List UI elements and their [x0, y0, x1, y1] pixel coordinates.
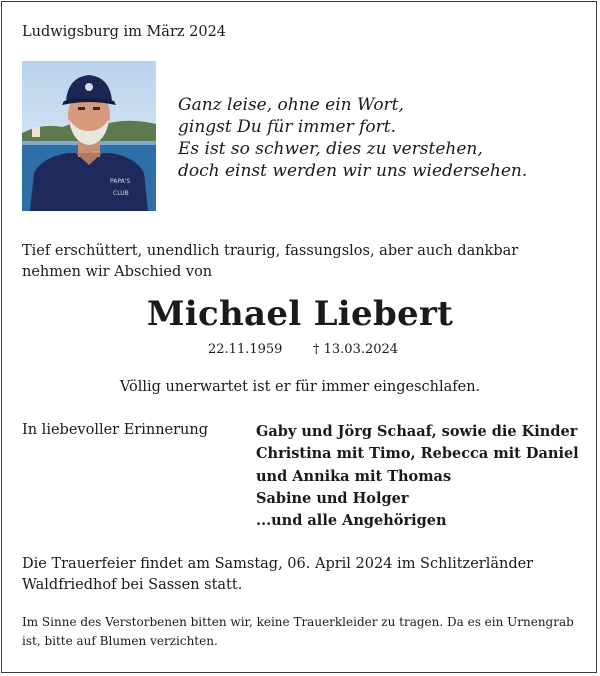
poem-line: doch einst werden wir uns wiedersehen. [178, 161, 528, 181]
mourner-line: und Annika mit Thomas [256, 467, 452, 485]
poem [178, 94, 527, 182]
intro-text: Tief erschüttert, unendlich traurig, fassungslos, aber auch dankbar nehmen wir Abschied von [22, 243, 519, 280]
place-date: Ludwigsburg im März 2024 [22, 24, 227, 40]
poem-line: Ganz leise, ohne ein Wort, [178, 95, 404, 115]
mourner-line: Gaby und Jörg Schaaf, sowie die Kinder [256, 423, 578, 440]
funeral-info: Die Trauerfeier findet am Samstag, 06. April 2024 im Schlitzerländer Waldfriedhof bei Sassen statt. [22, 556, 534, 593]
portrait-photo [22, 61, 156, 211]
passing-note: Völlig unerwartet ist er für immer eingeschlafen. [119, 379, 481, 395]
memory-label: In liebevoller Erinnerung [22, 422, 209, 438]
mourner-line: ...und alle Angehörigen [256, 512, 447, 530]
request-note: Im Sinne des Verstorbenen bitten wir, keine Trauerkleider zu tragen. Da es ein Urnengrab ist, bitte auf Blumen verzichten. [22, 615, 574, 648]
death-date: † 13.03.2024 [313, 342, 399, 357]
deceased-name: Michael Liebert [146, 294, 454, 334]
birth-date: 22.11.1959 [208, 342, 283, 357]
poem-line: gingst Du für immer fort. [178, 117, 397, 137]
shirt-print-line-1: PAPA'S [110, 178, 131, 185]
mourner-line: Sabine und Holger [256, 489, 409, 507]
mourners-list [256, 421, 579, 532]
shirt-print-line-2: CLUB [113, 190, 129, 197]
poem-line: Es ist so schwer, dies zu verstehen, [178, 139, 483, 159]
mourner-line: Christina mit Timo, Rebecca mit Daniel [256, 445, 579, 463]
